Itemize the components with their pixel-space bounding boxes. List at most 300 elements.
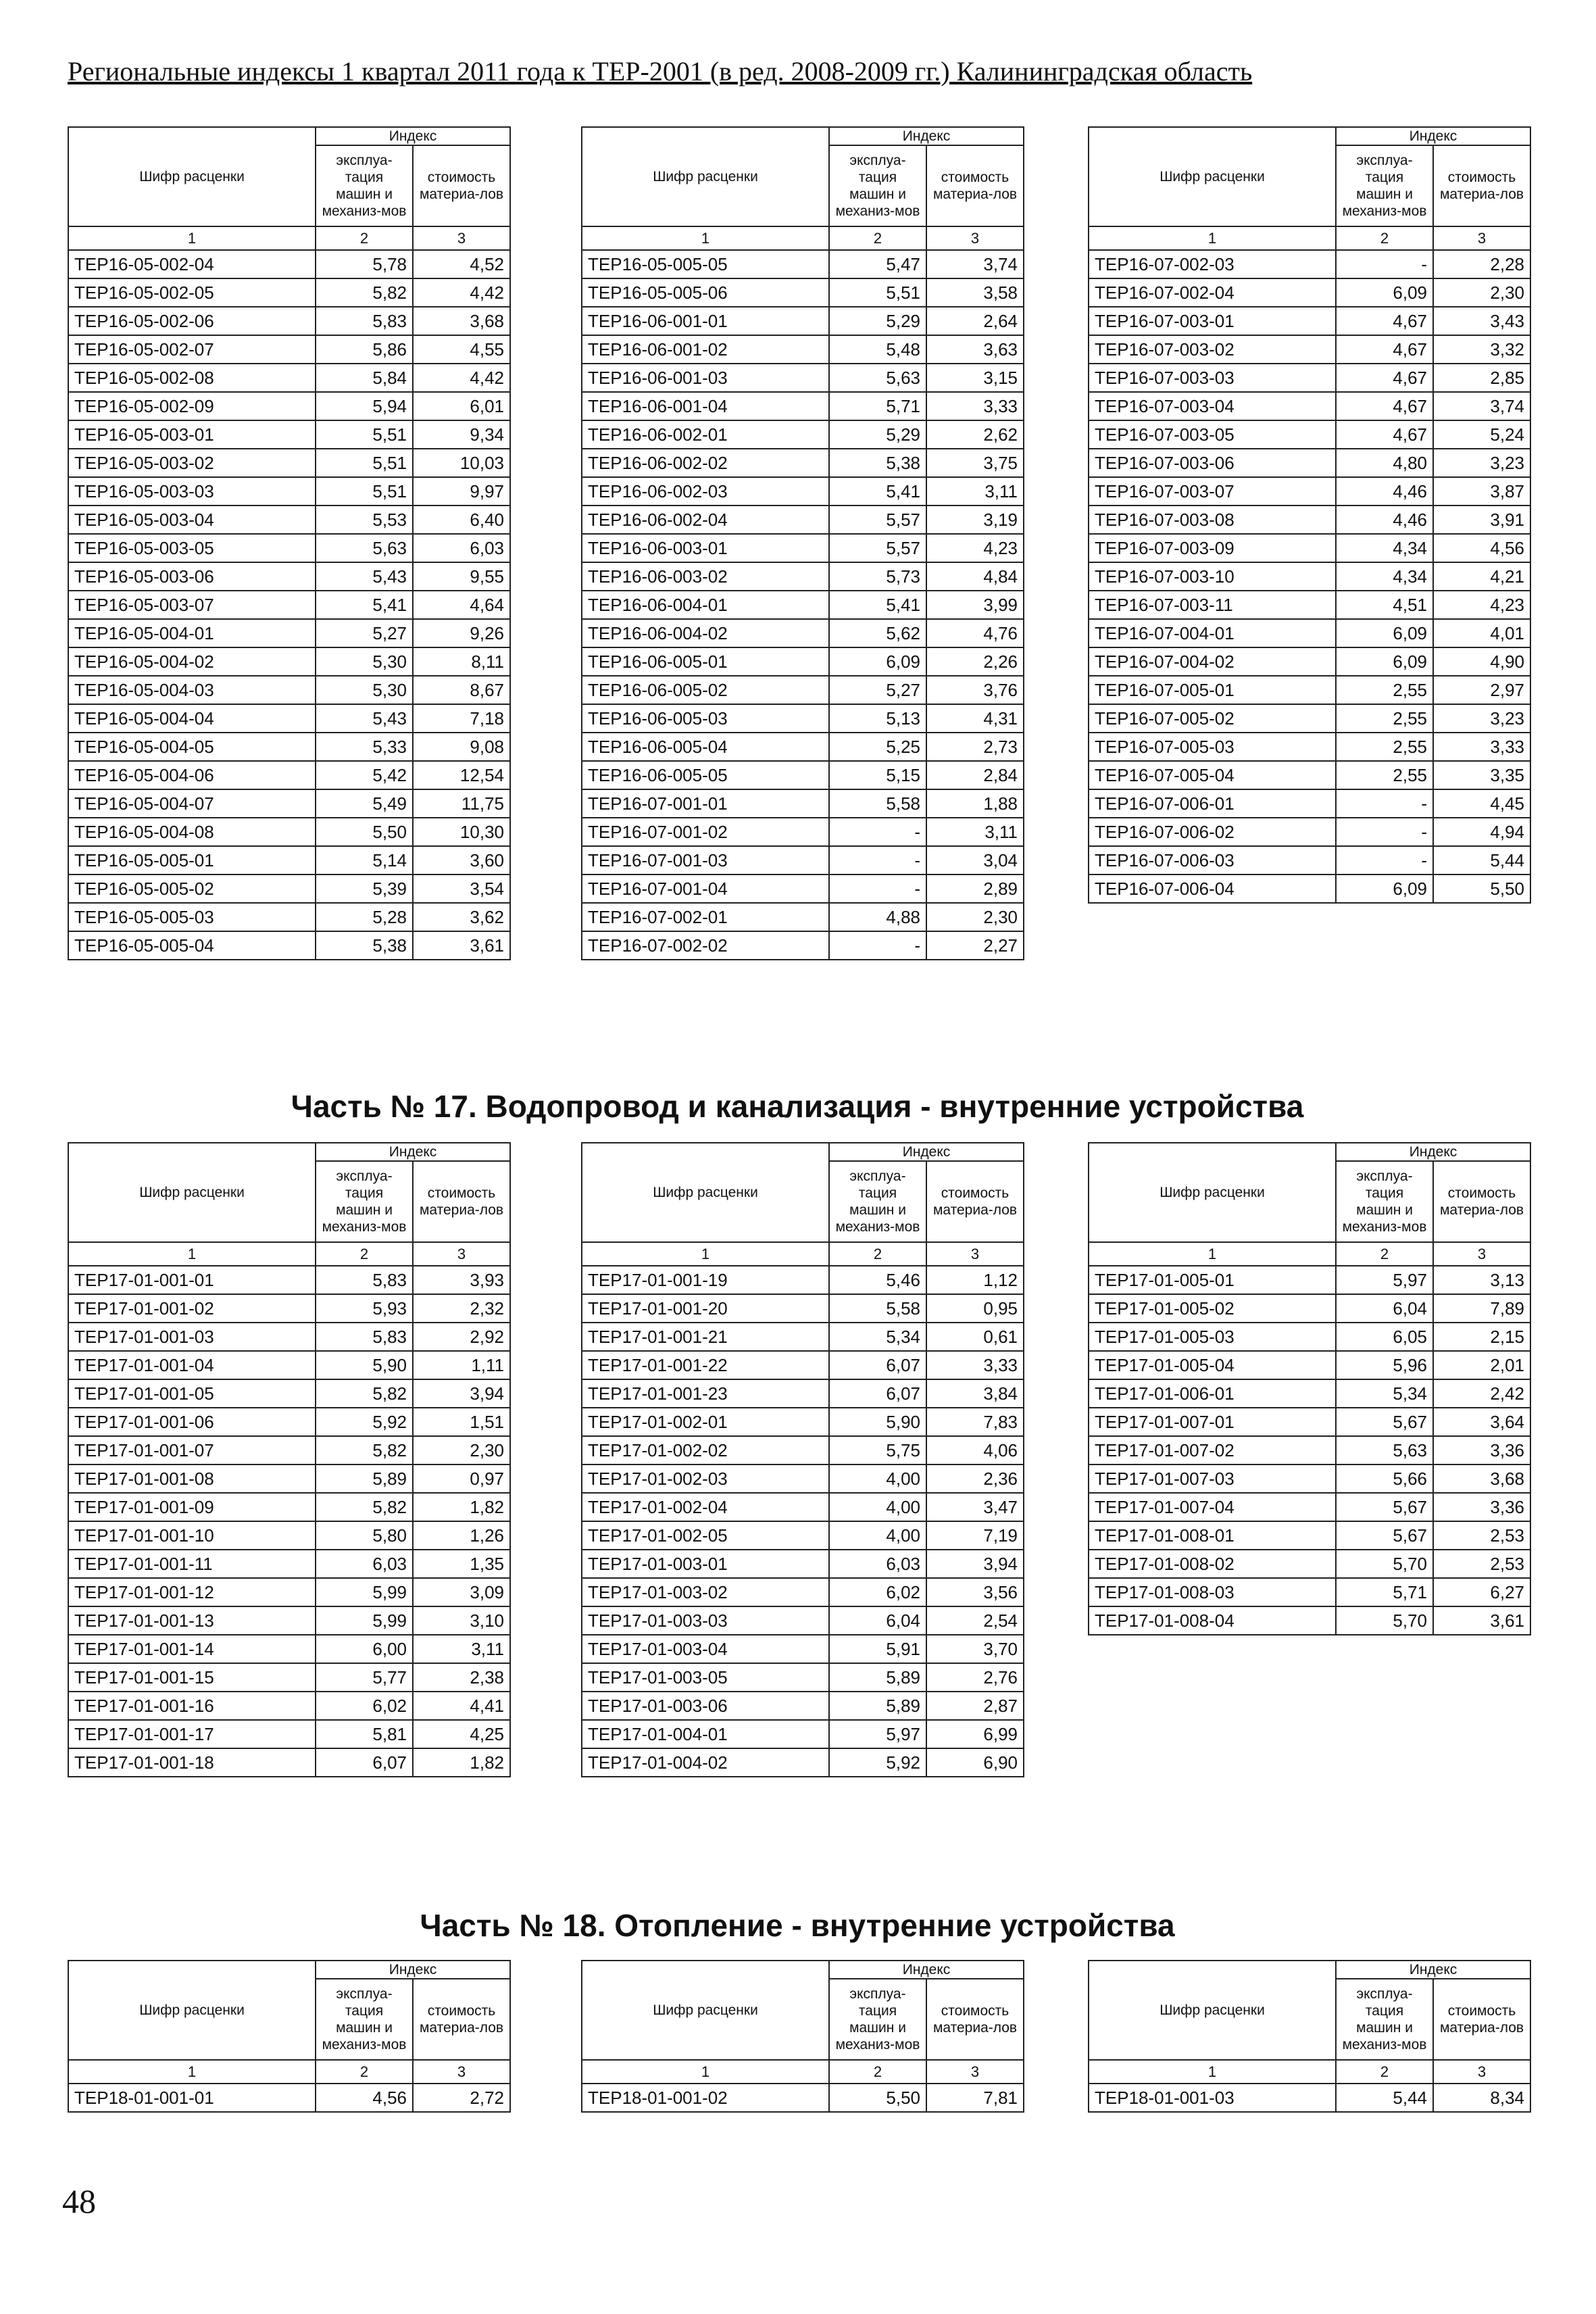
materials-index: 3,47 — [926, 1493, 1024, 1521]
table-row — [68, 1521, 510, 1550]
rate-code: ТЕР16-07-003-07 — [1089, 477, 1336, 506]
materials-index: 8,34 — [1433, 2084, 1530, 2112]
table-row — [68, 1692, 510, 1720]
materials-index: 2,64 — [926, 307, 1024, 335]
table-row — [582, 1323, 1024, 1351]
materials-index: 2,30 — [1433, 278, 1530, 307]
machines-index: 2,55 — [1336, 761, 1433, 789]
machines-index: 4,00 — [829, 1464, 926, 1493]
rate-code: ТЕР17-01-001-22 — [582, 1351, 829, 1379]
column-number: 2 — [316, 226, 413, 250]
table-row — [582, 1493, 1024, 1521]
table-row — [582, 647, 1024, 676]
machines-index: 5,29 — [829, 420, 926, 449]
materials-index: 2,62 — [926, 420, 1024, 449]
rate-code: ТЕР17-01-005-02 — [1089, 1294, 1336, 1323]
machines-index: 5,33 — [316, 733, 413, 761]
table-row — [68, 676, 510, 704]
machines-index: - — [1336, 818, 1433, 846]
rate-code: ТЕР16-05-004-01 — [68, 619, 316, 647]
column-number: 1 — [1089, 226, 1336, 250]
section-title-part-17: Часть № 17. Водопровод и канализация - внутренние устройства — [291, 1089, 1304, 1124]
table-row — [582, 591, 1024, 619]
rate-code: ТЕР16-05-004-02 — [68, 647, 316, 676]
machines-index: 4,00 — [829, 1493, 926, 1521]
column-number: 2 — [829, 2060, 926, 2084]
materials-index: 3,94 — [926, 1550, 1024, 1578]
rate-code: ТЕР18-01-001-01 — [68, 2084, 316, 2112]
table-row — [68, 1606, 510, 1635]
rate-code: ТЕР17-01-001-13 — [68, 1606, 316, 1635]
materials-index: 2,38 — [413, 1663, 510, 1692]
machines-index: 5,93 — [316, 1294, 413, 1323]
rate-code: ТЕР16-07-003-04 — [1089, 392, 1336, 420]
machines-index: 4,51 — [1336, 591, 1433, 619]
machines-index: 6,09 — [1336, 278, 1433, 307]
table-row — [1089, 1436, 1530, 1464]
table-row — [582, 335, 1024, 364]
materials-index: 4,06 — [926, 1436, 1024, 1464]
machines-index: 4,80 — [1336, 449, 1433, 477]
rate-code: ТЕР17-01-002-04 — [582, 1493, 829, 1521]
rate-code: ТЕР17-01-003-06 — [582, 1692, 829, 1720]
rate-code: ТЕР16-06-001-03 — [582, 364, 829, 392]
table-row — [68, 1663, 510, 1692]
rate-code: ТЕР16-07-001-04 — [582, 875, 829, 903]
table-row — [1089, 534, 1530, 562]
index-table — [581, 1142, 1024, 1777]
column-header-code: Шифр расценки — [68, 1961, 316, 2060]
materials-index: 3,64 — [1433, 1408, 1530, 1436]
rate-code: ТЕР17-01-001-01 — [68, 1266, 316, 1294]
materials-index: 6,03 — [413, 534, 510, 562]
materials-index: 4,41 — [413, 1692, 510, 1720]
rate-code: ТЕР16-07-004-02 — [1089, 647, 1336, 676]
column-number: 3 — [1433, 2060, 1530, 2084]
materials-index: 4,56 — [1433, 534, 1530, 562]
index-table — [1088, 1960, 1531, 2113]
rate-code: ТЕР17-01-001-04 — [68, 1351, 316, 1379]
materials-index: 7,81 — [926, 2084, 1024, 2112]
rate-code: ТЕР17-01-001-05 — [68, 1379, 316, 1408]
table-row — [582, 477, 1024, 506]
table-row — [582, 534, 1024, 562]
machines-index: 5,47 — [829, 250, 926, 278]
table-row — [1089, 1550, 1530, 1578]
machines-index: 5,91 — [829, 1635, 926, 1663]
column-number: 3 — [926, 1242, 1024, 1266]
rate-code: ТЕР16-05-002-07 — [68, 335, 316, 364]
table-row — [1089, 846, 1530, 875]
materials-index: 3,93 — [413, 1266, 510, 1294]
column-header-machines: эксплуа-тация машин и механиз-мов — [1336, 145, 1433, 226]
rate-code: ТЕР16-06-005-03 — [582, 704, 829, 733]
column-header-code: Шифр расценки — [1089, 1961, 1336, 2060]
table-row — [68, 875, 510, 903]
rate-code: ТЕР16-07-003-11 — [1089, 591, 1336, 619]
column-number: 3 — [1433, 1242, 1530, 1266]
table-row — [1089, 420, 1530, 449]
rate-code: ТЕР16-07-006-04 — [1089, 875, 1336, 903]
table-row — [582, 364, 1024, 392]
table-row — [582, 903, 1024, 931]
rate-code: ТЕР16-07-002-03 — [1089, 250, 1336, 278]
table-row — [582, 1606, 1024, 1635]
column-header-code: Шифр расценки — [1089, 127, 1336, 226]
column-header-code: Шифр расценки — [68, 127, 316, 226]
materials-index: 10,03 — [413, 449, 510, 477]
materials-index: 3,11 — [926, 818, 1024, 846]
materials-index: 3,36 — [1433, 1493, 1530, 1521]
table-row — [68, 1748, 510, 1777]
materials-index: 3,43 — [1433, 307, 1530, 335]
rate-code: ТЕР16-05-004-08 — [68, 818, 316, 846]
column-number: 2 — [1336, 1242, 1433, 1266]
column-header-machines: эксплуа-тация машин и механиз-мов — [1336, 1979, 1433, 2060]
machines-index: 6,07 — [829, 1379, 926, 1408]
machines-index: 5,63 — [316, 534, 413, 562]
machines-index: 5,66 — [1336, 1464, 1433, 1493]
table-row — [1089, 1266, 1530, 1294]
table-row — [1089, 619, 1530, 647]
rate-code: ТЕР16-05-005-02 — [68, 875, 316, 903]
table-row — [68, 1436, 510, 1464]
table-row — [68, 1578, 510, 1606]
machines-index: 5,71 — [1336, 1578, 1433, 1606]
column-header-materials: стоимость материа-лов — [926, 145, 1024, 226]
machines-index: 5,70 — [1336, 1550, 1433, 1578]
materials-index: 2,53 — [1433, 1550, 1530, 1578]
machines-index: 5,48 — [829, 335, 926, 364]
machines-index: 4,46 — [1336, 477, 1433, 506]
machines-index: 5,27 — [316, 619, 413, 647]
table-row — [1089, 392, 1530, 420]
materials-index: 3,33 — [926, 392, 1024, 420]
materials-index: 6,01 — [413, 392, 510, 420]
materials-index: 12,54 — [413, 761, 510, 789]
machines-index: 5,41 — [829, 591, 926, 619]
rate-code: ТЕР17-01-001-12 — [68, 1578, 316, 1606]
table-row — [68, 1464, 510, 1493]
table-row — [1089, 1606, 1530, 1635]
table-row — [582, 789, 1024, 818]
machines-index: 6,02 — [316, 1692, 413, 1720]
machines-index: 5,97 — [1336, 1266, 1433, 1294]
column-header-materials: стоимость материа-лов — [926, 1979, 1024, 2060]
rate-code: ТЕР16-05-002-05 — [68, 278, 316, 307]
materials-index: 1,11 — [413, 1351, 510, 1379]
materials-index: 6,90 — [926, 1748, 1024, 1777]
materials-index: 2,54 — [926, 1606, 1024, 1635]
materials-index: 3,23 — [1433, 449, 1530, 477]
table-row — [582, 278, 1024, 307]
table-row — [68, 1323, 510, 1351]
materials-index: 0,97 — [413, 1464, 510, 1493]
rate-code: ТЕР16-05-003-05 — [68, 534, 316, 562]
materials-index: 4,64 — [413, 591, 510, 619]
table-row — [1089, 477, 1530, 506]
machines-index: 4,67 — [1336, 335, 1433, 364]
rate-code: ТЕР16-05-005-06 — [582, 278, 829, 307]
rate-code: ТЕР17-01-001-08 — [68, 1464, 316, 1493]
materials-index: 2,53 — [1433, 1521, 1530, 1550]
table-row — [582, 733, 1024, 761]
table-row — [1089, 307, 1530, 335]
materials-index: 4,25 — [413, 1720, 510, 1748]
column-header-code: Шифр расценки — [1089, 1143, 1336, 1242]
index-table — [1088, 1142, 1531, 1635]
machines-index: 5,51 — [316, 420, 413, 449]
materials-index: 3,32 — [1433, 335, 1530, 364]
machines-index: 5,83 — [316, 1323, 413, 1351]
table-row — [1089, 2084, 1530, 2112]
rate-code: ТЕР17-01-001-09 — [68, 1493, 316, 1521]
materials-index: 3,19 — [926, 506, 1024, 534]
machines-index: 4,67 — [1336, 364, 1433, 392]
table-row — [582, 250, 1024, 278]
machines-index: 5,83 — [316, 307, 413, 335]
rate-code: ТЕР17-01-001-11 — [68, 1550, 316, 1578]
table-row — [582, 1720, 1024, 1748]
rate-code: ТЕР17-01-001-14 — [68, 1635, 316, 1663]
machines-index: 5,44 — [1336, 2084, 1433, 2112]
machines-index: 5,89 — [829, 1692, 926, 1720]
machines-index: 5,41 — [316, 591, 413, 619]
materials-index: 5,44 — [1433, 846, 1530, 875]
materials-index: 2,28 — [1433, 250, 1530, 278]
materials-index: 3,04 — [926, 846, 1024, 875]
machines-index: 5,51 — [316, 449, 413, 477]
table-row — [582, 1379, 1024, 1408]
rate-code: ТЕР17-01-001-16 — [68, 1692, 316, 1720]
materials-index: 2,32 — [413, 1294, 510, 1323]
table-row — [582, 1692, 1024, 1720]
table-row — [68, 449, 510, 477]
table-row — [1089, 761, 1530, 789]
column-number: 2 — [1336, 2060, 1433, 2084]
materials-index: 7,18 — [413, 704, 510, 733]
materials-index: 3,62 — [413, 903, 510, 931]
machines-index: 6,02 — [829, 1578, 926, 1606]
materials-index: 3,33 — [1433, 733, 1530, 761]
rate-code: ТЕР16-05-003-02 — [68, 449, 316, 477]
table-row — [582, 1663, 1024, 1692]
rate-code: ТЕР18-01-001-02 — [582, 2084, 829, 2112]
column-header-index: Индекс — [829, 1961, 1024, 1979]
rate-code: ТЕР16-07-003-02 — [1089, 335, 1336, 364]
materials-index: 2,26 — [926, 647, 1024, 676]
table-row — [68, 307, 510, 335]
rate-code: ТЕР17-01-007-02 — [1089, 1436, 1336, 1464]
table-row — [582, 2084, 1024, 2112]
column-number: 3 — [413, 226, 510, 250]
machines-index: 5,27 — [829, 676, 926, 704]
materials-index: 11,75 — [413, 789, 510, 818]
table-row — [68, 1720, 510, 1748]
machines-index: 6,04 — [829, 1606, 926, 1635]
machines-index: 5,25 — [829, 733, 926, 761]
column-header-index: Индекс — [316, 1961, 510, 1979]
table-row — [1089, 335, 1530, 364]
rate-code: ТЕР17-01-005-04 — [1089, 1351, 1336, 1379]
table-row — [582, 1266, 1024, 1294]
materials-index: 3,36 — [1433, 1436, 1530, 1464]
materials-index: 4,21 — [1433, 562, 1530, 591]
machines-index: 4,34 — [1336, 534, 1433, 562]
machines-index: 6,05 — [1336, 1323, 1433, 1351]
rate-code: ТЕР17-01-001-23 — [582, 1379, 829, 1408]
table-row — [582, 761, 1024, 789]
machines-index: 5,57 — [829, 506, 926, 534]
table-row — [582, 875, 1024, 903]
materials-index: 1,82 — [413, 1748, 510, 1777]
table-row — [582, 307, 1024, 335]
table-row — [1089, 591, 1530, 619]
table-row — [1089, 875, 1530, 903]
rate-code: ТЕР16-05-005-03 — [68, 903, 316, 931]
column-header-materials: стоимость материа-лов — [413, 145, 510, 226]
machines-index: 5,67 — [1336, 1493, 1433, 1521]
table-row — [68, 392, 510, 420]
rate-code: ТЕР16-07-003-06 — [1089, 449, 1336, 477]
column-header-machines: эксплуа-тация машин и механиз-мов — [829, 1161, 926, 1242]
machines-index: 2,55 — [1336, 676, 1433, 704]
rate-code: ТЕР17-01-001-10 — [68, 1521, 316, 1550]
machines-index: 5,99 — [316, 1578, 413, 1606]
machines-index: 5,81 — [316, 1720, 413, 1748]
column-header-materials: стоимость материа-лов — [1433, 145, 1530, 226]
table-row — [68, 846, 510, 875]
table-row — [68, 2084, 510, 2112]
machines-index: - — [829, 931, 926, 960]
table-row — [68, 761, 510, 789]
table-row — [582, 392, 1024, 420]
column-number: 1 — [1089, 1242, 1336, 1266]
column-header-machines: эксплуа-тация машин и механиз-мов — [829, 1979, 926, 2060]
column-number: 2 — [316, 2060, 413, 2084]
rate-code: ТЕР16-06-003-01 — [582, 534, 829, 562]
materials-index: 2,01 — [1433, 1351, 1530, 1379]
materials-index: 3,91 — [1433, 506, 1530, 534]
rate-code: ТЕР17-01-007-01 — [1089, 1408, 1336, 1436]
materials-index: 3,13 — [1433, 1266, 1530, 1294]
rate-code: ТЕР16-07-006-01 — [1089, 789, 1336, 818]
machines-index: 5,71 — [829, 392, 926, 420]
materials-index: 4,90 — [1433, 647, 1530, 676]
machines-index: 4,67 — [1336, 392, 1433, 420]
materials-index: 3,35 — [1433, 761, 1530, 789]
machines-index: 6,03 — [316, 1550, 413, 1578]
column-number: 1 — [582, 2060, 829, 2084]
materials-index: 3,54 — [413, 875, 510, 903]
materials-index: 2,27 — [926, 931, 1024, 960]
materials-index: 3,11 — [926, 477, 1024, 506]
table-row — [582, 420, 1024, 449]
table-row — [68, 789, 510, 818]
materials-index: 2,97 — [1433, 676, 1530, 704]
table-row — [1089, 733, 1530, 761]
rate-code: ТЕР16-05-004-05 — [68, 733, 316, 761]
machines-index: 6,09 — [1336, 647, 1433, 676]
rate-code: ТЕР17-01-002-05 — [582, 1521, 829, 1550]
materials-index: 2,89 — [926, 875, 1024, 903]
materials-index: 3,70 — [926, 1635, 1024, 1663]
materials-index: 2,76 — [926, 1663, 1024, 1692]
rate-code: ТЕР16-06-002-01 — [582, 420, 829, 449]
rate-code: ТЕР17-01-003-05 — [582, 1663, 829, 1692]
table-row — [1089, 364, 1530, 392]
machines-index: 5,14 — [316, 846, 413, 875]
machines-index: - — [829, 875, 926, 903]
machines-index: 2,55 — [1336, 733, 1433, 761]
table-row — [582, 449, 1024, 477]
machines-index: 5,38 — [316, 931, 413, 960]
table-row — [582, 1294, 1024, 1323]
machines-index: - — [1336, 789, 1433, 818]
table-row — [1089, 562, 1530, 591]
column-number: 3 — [413, 2060, 510, 2084]
table-row — [582, 846, 1024, 875]
materials-index: 3,15 — [926, 364, 1024, 392]
table-row — [68, 704, 510, 733]
materials-index: 1,26 — [413, 1521, 510, 1550]
machines-index: 4,34 — [1336, 562, 1433, 591]
rate-code: ТЕР16-07-003-01 — [1089, 307, 1336, 335]
column-header-code: Шифр расценки — [582, 1143, 829, 1242]
rate-code: ТЕР17-01-001-19 — [582, 1266, 829, 1294]
table-row — [1089, 647, 1530, 676]
materials-index: 9,55 — [413, 562, 510, 591]
column-header-machines: эксплуа-тация машин и механиз-мов — [316, 1161, 413, 1242]
materials-index: 2,30 — [413, 1436, 510, 1464]
materials-index: 2,92 — [413, 1323, 510, 1351]
machines-index: 6,07 — [316, 1748, 413, 1777]
materials-index: 3,11 — [413, 1635, 510, 1663]
machines-index: 4,67 — [1336, 420, 1433, 449]
materials-index: 3,76 — [926, 676, 1024, 704]
machines-index: 5,89 — [316, 1464, 413, 1493]
machines-index: 4,67 — [1336, 307, 1433, 335]
machines-index: 5,57 — [829, 534, 926, 562]
rate-code: ТЕР16-05-002-06 — [68, 307, 316, 335]
materials-index: 3,61 — [413, 931, 510, 960]
table-row — [1089, 789, 1530, 818]
rate-code: ТЕР17-01-001-21 — [582, 1323, 829, 1351]
table-row — [1089, 449, 1530, 477]
rate-code: ТЕР16-05-004-04 — [68, 704, 316, 733]
table-row — [1089, 1408, 1530, 1436]
materials-index: 4,52 — [413, 250, 510, 278]
materials-index: 6,99 — [926, 1720, 1024, 1748]
materials-index: 3,63 — [926, 335, 1024, 364]
rate-code: ТЕР16-06-002-04 — [582, 506, 829, 534]
machines-index: 5,34 — [829, 1323, 926, 1351]
materials-index: 3,74 — [1433, 392, 1530, 420]
materials-index: 3,60 — [413, 846, 510, 875]
rate-code: ТЕР17-01-003-02 — [582, 1578, 829, 1606]
column-number: 3 — [1433, 226, 1530, 250]
column-header-code: Шифр расценки — [582, 1961, 829, 2060]
table-row — [68, 818, 510, 846]
machines-index: 5,50 — [316, 818, 413, 846]
table-row — [582, 1436, 1024, 1464]
machines-index: 5,58 — [829, 789, 926, 818]
materials-index: 1,12 — [926, 1266, 1024, 1294]
table-row — [582, 1635, 1024, 1663]
rate-code: ТЕР16-06-002-03 — [582, 477, 829, 506]
column-number: 1 — [582, 1242, 829, 1266]
machines-index: 5,43 — [316, 562, 413, 591]
